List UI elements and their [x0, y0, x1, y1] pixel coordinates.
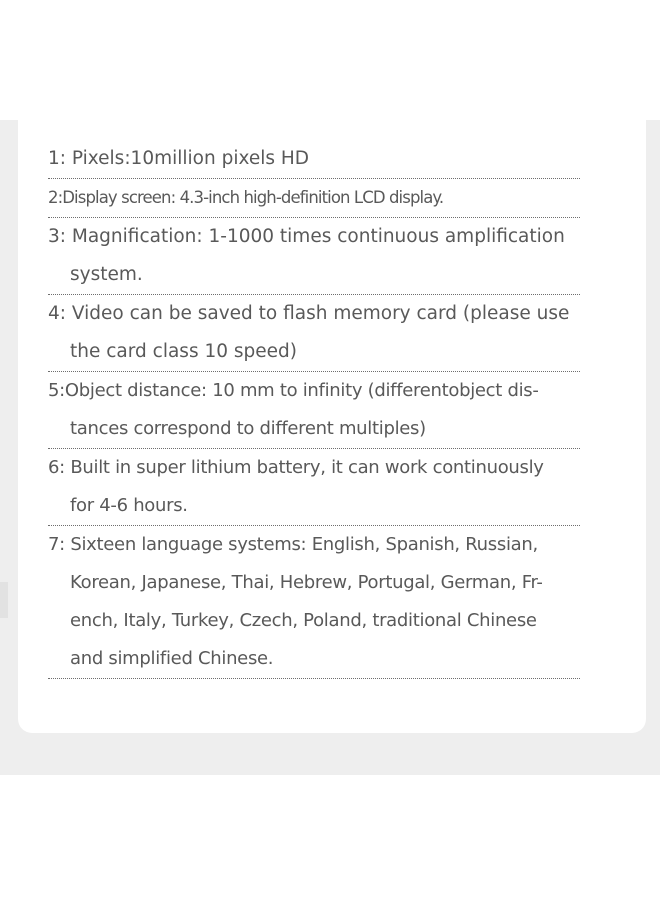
- spec-item-battery: [48, 449, 580, 526]
- spec-line: for 4-6 hours.: [70, 495, 188, 516]
- spec-line: system.: [70, 264, 143, 285]
- spec-line: 5:Object distance: 10 mm to infinity (differentobject dis-: [48, 380, 539, 401]
- spec-line: 4: Video can be saved to flash memory card (please use: [48, 303, 570, 324]
- edge-shadow: [0, 582, 8, 618]
- spec-card: [18, 120, 646, 733]
- spec-item-object-distance: [48, 372, 580, 449]
- spec-item-magnification: [48, 218, 580, 295]
- spec-line: 2:Display screen: 4.3-inch high-definition LCD display.: [48, 188, 444, 207]
- spec-line: 3: Magnification: 1-1000 times continuous amplification: [48, 226, 565, 247]
- spec-item-languages: [48, 526, 580, 679]
- spec-item-video: [48, 295, 580, 372]
- spec-line: ench, Italy, Turkey, Czech, Poland, traditional Chinese: [70, 610, 537, 631]
- spec-line: tances correspond to different multiples): [70, 418, 426, 439]
- spec-line: 1: Pixels:10million pixels HD: [48, 148, 310, 169]
- spec-line: and simplified Chinese.: [70, 648, 274, 669]
- spec-line: Korean, Japanese, Thai, Hebrew, Portugal, German, Fr-: [70, 572, 543, 593]
- spec-line: 7: Sixteen language systems: English, Spanish, Russian,: [48, 534, 538, 555]
- spec-line: the card class 10 speed): [70, 341, 297, 362]
- spec-line: 6: Built in super lithium battery, it can work continuously: [48, 457, 544, 478]
- spec-list: [48, 140, 580, 679]
- spec-item-display: [48, 179, 580, 218]
- spec-item-pixels: [48, 140, 580, 179]
